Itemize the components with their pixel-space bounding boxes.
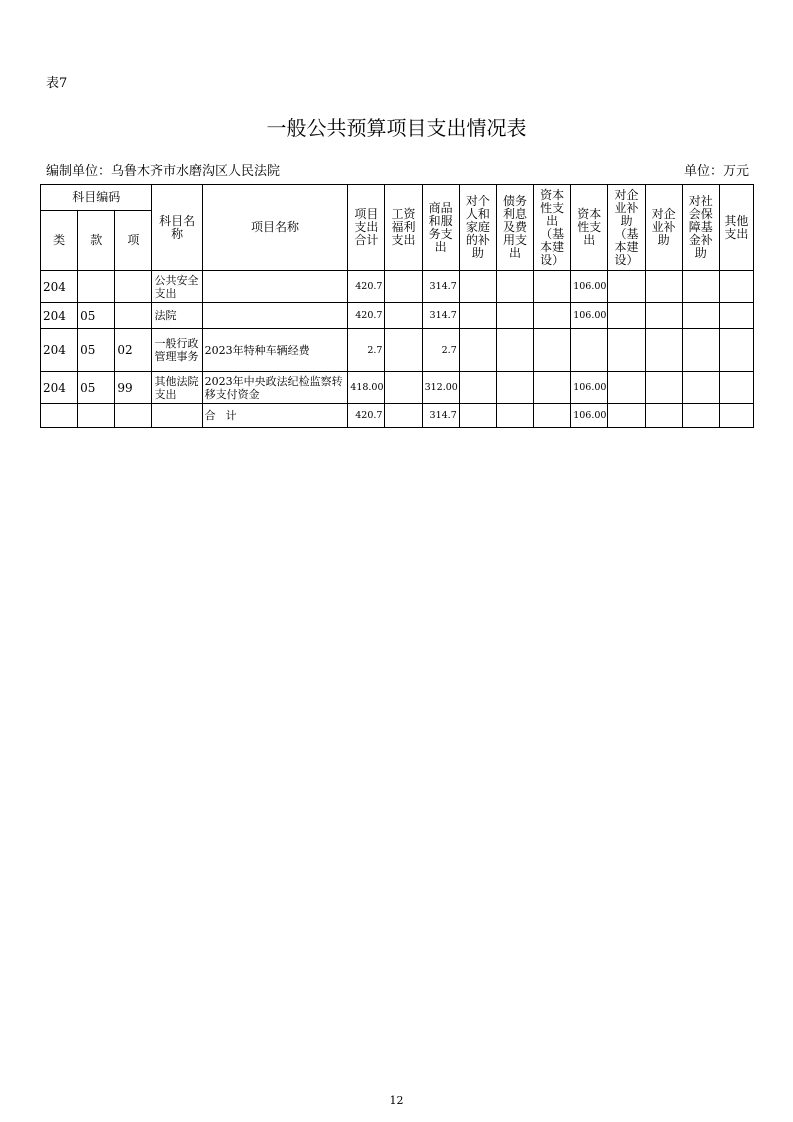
cell-personal — [459, 372, 496, 404]
cell-wage — [385, 404, 422, 428]
page-number: 12 — [389, 1094, 404, 1107]
cell-goods: 314.7 — [422, 271, 459, 303]
cell-social — [682, 372, 719, 404]
cell-social — [682, 271, 719, 303]
cell-project — [202, 271, 348, 303]
compiling-unit: 编制单位：乌鲁木齐市水磨沟区人民法院 — [46, 164, 281, 179]
cell-lei: 204 — [41, 372, 78, 404]
header-project-name: 项目名称 — [202, 185, 348, 271]
header-subject-name: 科目名称 — [152, 185, 202, 271]
cell-lei: 204 — [41, 303, 78, 329]
cell-wage — [385, 271, 422, 303]
cell-capital: 106.00 — [571, 372, 608, 404]
cell-subject: 法院 — [152, 303, 202, 329]
cell-capital-infra — [534, 372, 571, 404]
cell-debt — [496, 303, 533, 329]
cell-social — [682, 303, 719, 329]
cell-xiang — [115, 271, 152, 303]
cell-subject: 公共安全支出 — [152, 271, 202, 303]
cell-other — [719, 329, 753, 372]
cell-other — [719, 271, 753, 303]
cell-total: 420.7 — [348, 404, 385, 428]
cell-kuan — [78, 271, 115, 303]
cell-enterprise-infra — [608, 329, 645, 372]
cell-enterprise-infra — [608, 303, 645, 329]
cell-personal — [459, 404, 496, 428]
cell-lei — [41, 404, 78, 428]
table-row — [41, 372, 754, 404]
cell-social — [682, 404, 719, 428]
cell-capital-infra — [534, 404, 571, 428]
header-debt: 债务利息及费用支出 — [496, 185, 533, 271]
cell-enterprise — [645, 404, 682, 428]
header-goods: 商品和服务支出 — [422, 185, 459, 271]
cell-project: 2023年特种车辆经费 — [202, 329, 348, 372]
cell-goods: 314.7 — [422, 404, 459, 428]
table-row-total — [41, 404, 754, 428]
cell-xiang — [115, 303, 152, 329]
cell-goods: 314.7 — [422, 303, 459, 329]
cell-lei: 204 — [41, 329, 78, 372]
cell-total: 420.7 — [348, 303, 385, 329]
cell-xiang: 02 — [115, 329, 152, 372]
cell-total: 420.7 — [348, 271, 385, 303]
cell-capital-infra — [534, 271, 571, 303]
cell-xiang — [115, 404, 152, 428]
cell-enterprise-infra — [608, 271, 645, 303]
cell-subject: 其他法院支出 — [152, 372, 202, 404]
cell-total: 2.7 — [348, 329, 385, 372]
table-row — [41, 329, 754, 372]
cell-capital: 106.00 — [571, 303, 608, 329]
header-other: 其他支出 — [719, 185, 753, 271]
cell-kuan — [78, 404, 115, 428]
cell-wage — [385, 303, 422, 329]
cell-capital — [571, 329, 608, 372]
cell-subject — [152, 404, 202, 428]
cell-capital: 106.00 — [571, 404, 608, 428]
header-enterprise: 对企业补助 — [645, 185, 682, 271]
header-total: 项目支出合计 — [348, 185, 385, 271]
cell-capital: 106.00 — [571, 271, 608, 303]
header-personal: 对个人和家庭的补助 — [459, 185, 496, 271]
header-row-1 — [41, 185, 754, 211]
cell-other — [719, 372, 753, 404]
cell-other — [719, 404, 753, 428]
cell-personal — [459, 303, 496, 329]
cell-other — [719, 303, 753, 329]
header-capital: 资本性支出 — [571, 185, 608, 271]
cell-total-label: 合计 — [202, 404, 348, 428]
cell-enterprise — [645, 303, 682, 329]
currency-unit: 单位：万元 — [683, 164, 749, 179]
cell-capital-infra — [534, 303, 571, 329]
cell-debt — [496, 271, 533, 303]
cell-debt — [496, 329, 533, 372]
cell-enterprise-infra — [608, 372, 645, 404]
cell-project: 2023年中央政法纪检监察转移支付资金 — [202, 372, 348, 404]
cell-kuan: 05 — [78, 329, 115, 372]
header-social: 对社会保障基金补助 — [682, 185, 719, 271]
cell-wage — [385, 372, 422, 404]
cell-project — [202, 303, 348, 329]
cell-goods: 2.7 — [422, 329, 459, 372]
header-code-group: 科目编码 — [41, 185, 152, 211]
cell-lei: 204 — [41, 271, 78, 303]
header-enterprise-infra: 对企业补助（基本建设） — [608, 185, 645, 271]
header-xiang: 项 — [115, 211, 152, 271]
header-wage: 工资福利支出 — [385, 185, 422, 271]
table-row — [41, 303, 754, 329]
cell-kuan: 05 — [78, 303, 115, 329]
table-tag: 表7 — [46, 76, 68, 91]
cell-debt — [496, 404, 533, 428]
cell-goods: 312.00 — [422, 372, 459, 404]
cell-total: 418.00 — [348, 372, 385, 404]
header-capital-infra: 资本性支出（基本建设） — [534, 185, 571, 271]
budget-table — [40, 184, 754, 428]
page-title: 一般公共预算项目支出情况表 — [266, 116, 527, 140]
cell-subject: 一般行政管理事务 — [152, 329, 202, 372]
table-row — [41, 271, 754, 303]
header-kuan: 款 — [78, 211, 115, 271]
cell-xiang: 99 — [115, 372, 152, 404]
cell-capital-infra — [534, 329, 571, 372]
cell-debt — [496, 372, 533, 404]
cell-personal — [459, 329, 496, 372]
cell-enterprise — [645, 271, 682, 303]
cell-kuan: 05 — [78, 372, 115, 404]
cell-wage — [385, 329, 422, 372]
cell-enterprise — [645, 372, 682, 404]
cell-enterprise-infra — [608, 404, 645, 428]
header-lei: 类 — [41, 211, 78, 271]
cell-social — [682, 329, 719, 372]
cell-personal — [459, 271, 496, 303]
cell-enterprise — [645, 329, 682, 372]
